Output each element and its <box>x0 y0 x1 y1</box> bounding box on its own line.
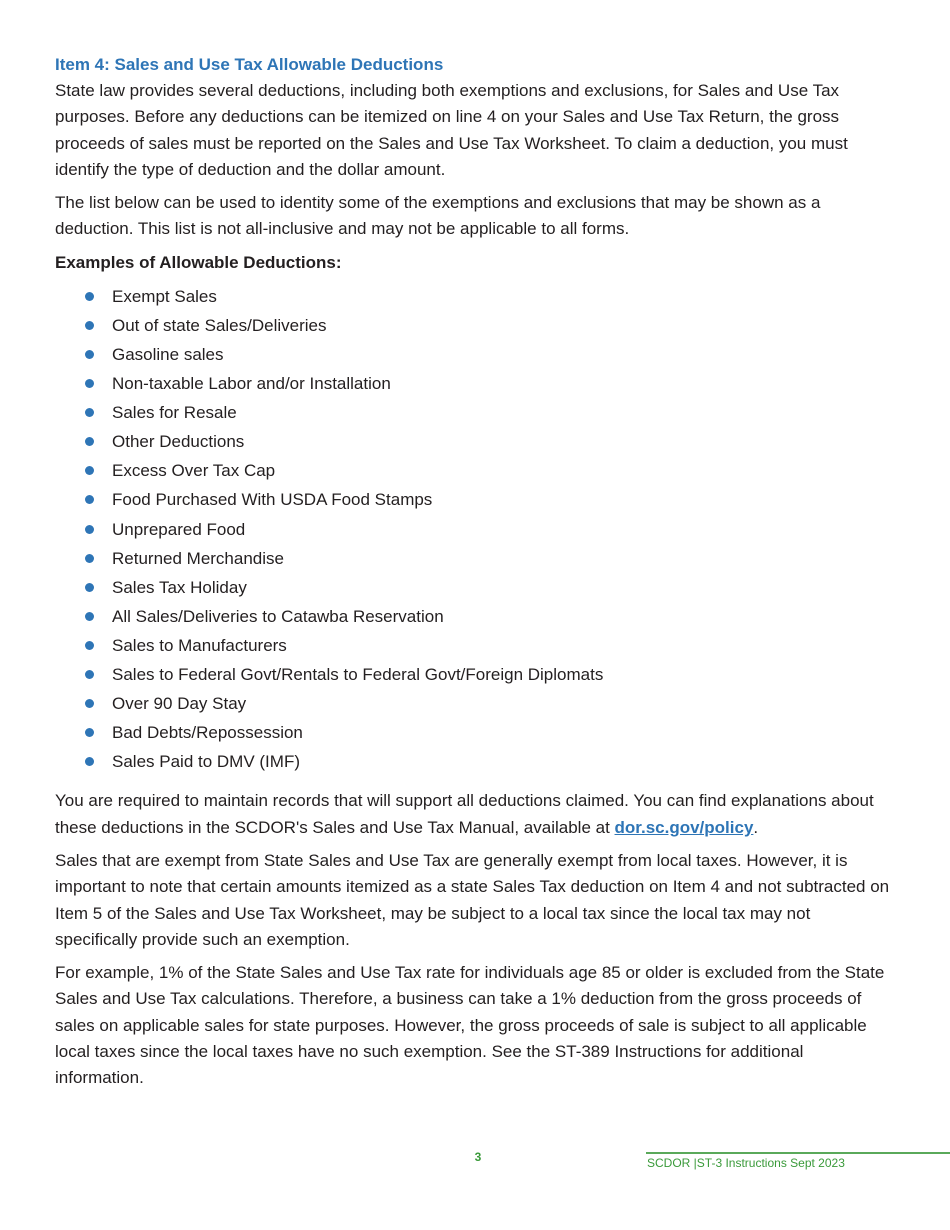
deduction-label: Sales to Federal Govt/Rentals to Federal Govt/Foreign Diplomats <box>112 665 604 684</box>
records-paragraph <box>55 788 895 841</box>
list-intro-paragraph: The list below can be used to identity some of the exemptions and exclusions that may be shown as a deduction. This list is not all-inclusive and may not be applicable to all forms. <box>55 193 821 239</box>
bullet-icon <box>85 437 94 446</box>
policy-link[interactable]: dor.sc.gov/policy <box>614 817 754 837</box>
deduction-list-item <box>85 515 895 544</box>
deduction-label: Over 90 Day Stay <box>112 694 247 714</box>
bullet-icon <box>85 583 94 592</box>
deduction-list-item <box>85 398 895 427</box>
footer-doc-label: SCDOR |ST-3 Instructions Sept 2023 <box>647 1156 845 1170</box>
deduction-label: Returned Merchandise <box>112 548 284 568</box>
bullet-icon <box>85 728 94 737</box>
deduction-list-item <box>85 747 895 776</box>
section-heading: Item 4: Sales and Use Tax Allowable Deductions <box>55 55 444 74</box>
bullet-icon <box>85 292 94 301</box>
deduction-list-item <box>85 485 895 514</box>
deduction-list-item <box>85 427 895 456</box>
bullet-icon <box>85 321 94 330</box>
deduction-list-item <box>85 311 895 340</box>
local-tax-paragraph: Sales that are exempt from State Sales and Use Tax are generally exempt from local taxes. However, it is important to note that certain amounts itemized as a state Sales Tax deduction on Item 4 and not subtracted on Item 5 of the Sales and Use Tax Worksheet, may be subject to a local tax since the local tax may not specifically provide such an exemption. <box>55 850 890 949</box>
deduction-label: Bad Debts/Repossession <box>112 723 303 743</box>
bullet-icon <box>85 495 94 504</box>
bullet-icon <box>85 466 94 475</box>
deduction-list-item <box>85 602 895 631</box>
deduction-list-item <box>85 456 895 485</box>
deduction-label: Non-taxable Labor and/or Installation <box>112 374 391 394</box>
deduction-list-item <box>85 340 895 369</box>
intro-paragraph: State law provides several deductions, including both exemptions and exclusions, for Sales and Use Tax purposes. Before any deductions can be itemized on line 4 on your Sales and Use Tax Return, the gross proceeds of sales must be reported on the Sales and Use Tax Worksheet. To claim a deduction, you must identify the type of deduction and the dollar amount. <box>55 81 848 179</box>
example-paragraph: For example, 1% of the State Sales and Use Tax rate for individuals age 85 or older is excluded from the State Sales and Use Tax calculations. Therefore, a business can take a 1% deduction from the gross proceeds of sales on applicable sales for state purposes. However, the gross proceeds of sale is subject to all applicable local taxes since the local taxes have no such exemption. See the ST-389 Instructions for additional information. <box>55 963 885 1088</box>
bullet-icon <box>85 408 94 417</box>
bullet-icon <box>85 670 94 679</box>
records-end: . <box>753 817 759 837</box>
bullet-icon <box>85 612 94 621</box>
page-number: 3 <box>474 1150 482 1164</box>
deduction-label: All Sales/Deliveries to Catawba Reservation <box>112 606 444 626</box>
deductions-list <box>55 282 895 777</box>
bullet-icon <box>85 757 94 766</box>
deduction-label: Sales Paid to DMV (IMF) <box>112 752 300 772</box>
bullet-icon <box>85 525 94 534</box>
deduction-list-item <box>85 573 895 602</box>
deduction-label: Other Deductions <box>112 432 245 452</box>
deduction-list-item <box>85 718 895 747</box>
deduction-list-item <box>85 631 895 660</box>
deduction-list-item <box>85 282 895 311</box>
footer-rule <box>646 1152 950 1154</box>
bullet-icon <box>85 554 94 563</box>
deduction-label: Food Purchased With USDA Food Stamps <box>112 490 433 510</box>
deduction-label: Unprepared Food <box>112 519 246 539</box>
bullet-icon <box>85 379 94 388</box>
deduction-label: Sales Tax Holiday <box>112 577 247 597</box>
document-page <box>55 52 895 1099</box>
deduction-list-item <box>85 544 895 573</box>
bullet-icon <box>85 641 94 650</box>
deduction-label: Out of state Sales/Deliveries <box>112 315 327 335</box>
bullet-icon <box>85 699 94 708</box>
bullet-icon <box>85 350 94 359</box>
deduction-list-item <box>85 369 895 398</box>
deduction-label: Sales for Resale <box>112 403 237 423</box>
deduction-label: Exempt Sales <box>112 286 217 306</box>
deduction-label: Sales to Manufacturers <box>112 635 287 655</box>
deduction-label: Gasoline sales <box>112 344 224 364</box>
deduction-label: Excess Over Tax Cap <box>112 461 276 481</box>
deduction-list-item <box>85 689 895 718</box>
examples-heading: Examples of Allowable Deductions: <box>55 252 342 272</box>
records-text: You are required to maintain records that will support all deductions claimed. You can find explanations about these deductions in the SCDOR's Sales and Use Tax Manual, available at <box>55 791 874 837</box>
deduction-list-item <box>85 660 895 689</box>
